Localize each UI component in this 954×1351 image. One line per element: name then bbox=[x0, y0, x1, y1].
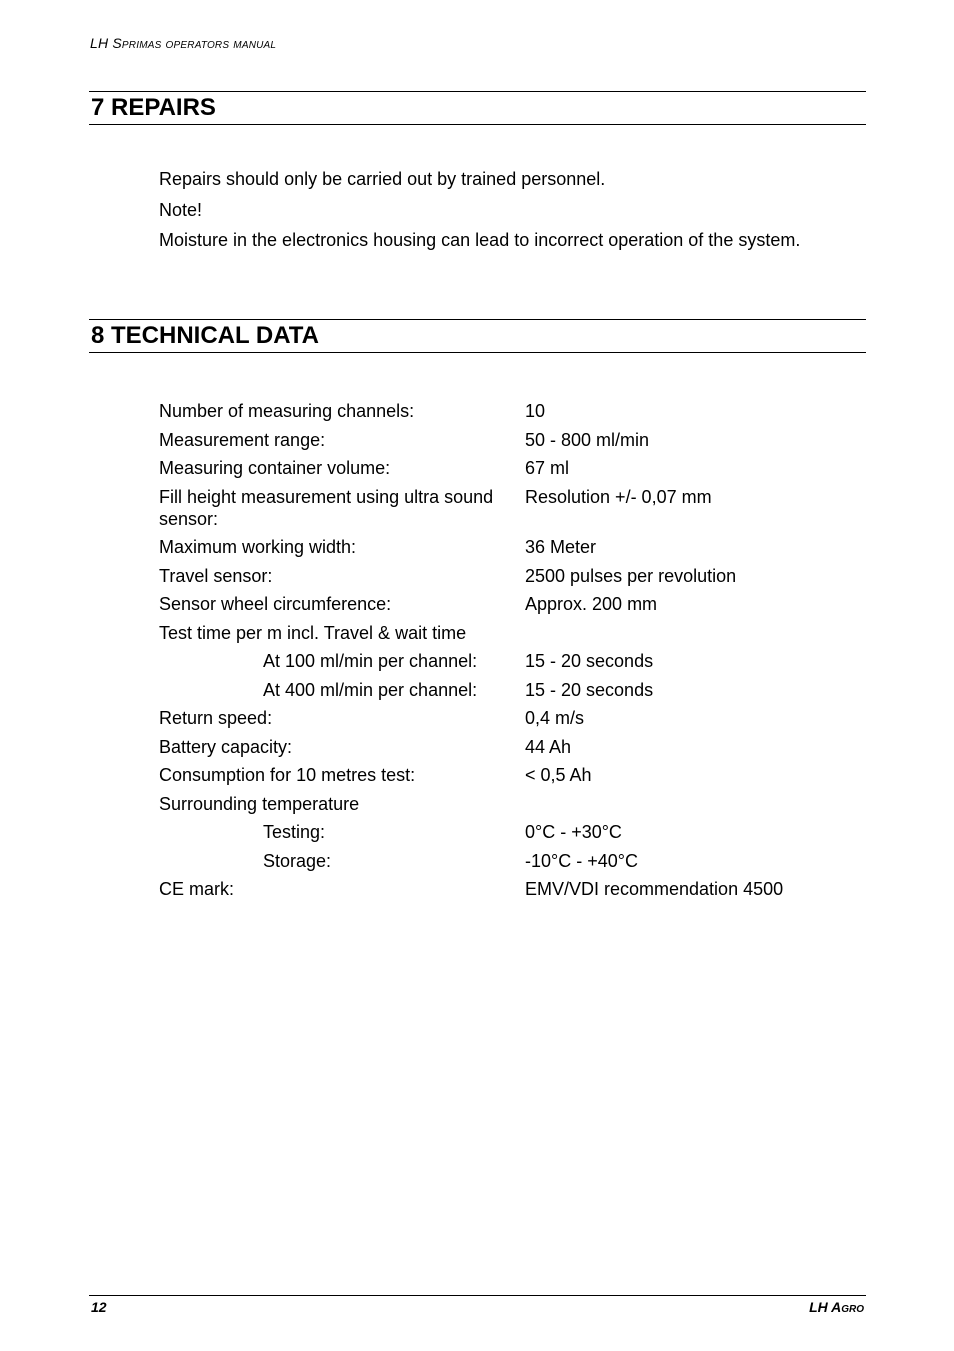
tech-data-value: Approx. 200 mm bbox=[525, 594, 658, 614]
repairs-paragraph-2: Moisture in the electronics housing can lead to incorrect operation of the system. bbox=[159, 230, 801, 250]
tech-data-value: Resolution +/- 0,07 mm bbox=[525, 486, 712, 507]
tech-data-row bbox=[159, 764, 859, 786]
tech-data-row bbox=[159, 622, 859, 644]
tech-data-label: Travel sensor: bbox=[159, 565, 273, 586]
tech-data-row bbox=[159, 486, 859, 530]
tech-data-label: Sensor wheel circumference: bbox=[159, 594, 392, 614]
tech-data-row bbox=[159, 536, 859, 558]
tech-data-row bbox=[159, 679, 859, 701]
tech-data-label: Consumption for 10 metres test: bbox=[159, 765, 416, 785]
repairs-note-label: Note! bbox=[159, 200, 203, 220]
tech-data-row bbox=[159, 736, 859, 758]
section-technical-data-heading bbox=[89, 319, 866, 353]
section-repairs-heading bbox=[89, 91, 866, 125]
tech-data-label: Test time per m incl. Travel & wait time bbox=[159, 622, 467, 643]
tech-data-value: 2500 pulses per revolution bbox=[525, 565, 737, 586]
tech-data-row bbox=[159, 457, 859, 479]
tech-data-label: Measurement range: bbox=[159, 429, 326, 450]
tech-data-label: Return speed: bbox=[159, 708, 273, 728]
tech-data-row bbox=[159, 650, 859, 672]
tech-data-row bbox=[159, 707, 859, 729]
tech-data-label: At 100 ml/min per channel: bbox=[263, 651, 478, 671]
tech-data-value: 15 - 20 seconds bbox=[525, 679, 654, 700]
tech-data-value: 15 - 20 seconds bbox=[525, 651, 654, 671]
tech-data-value: 50 - 800 ml/min bbox=[525, 429, 650, 450]
tech-data-label: Surrounding temperature bbox=[159, 793, 360, 814]
tech-data-value: -10°C - +40°C bbox=[525, 850, 638, 871]
tech-data-label: At 400 ml/min per channel: bbox=[263, 679, 478, 700]
tech-data-value bbox=[525, 622, 859, 644]
tech-data-label: Testing: bbox=[263, 822, 326, 842]
tech-data-value: 44 Ah bbox=[525, 736, 572, 757]
section-title: 8 TECHNICAL DATA bbox=[91, 322, 319, 349]
tech-data-label: CE mark: bbox=[159, 879, 235, 899]
tech-data-label: Maximum working width: bbox=[159, 537, 357, 557]
tech-data-row bbox=[159, 793, 859, 815]
tech-data-row bbox=[159, 850, 859, 872]
tech-data-value: 0,4 m/s bbox=[525, 708, 585, 728]
tech-data-label: Number of measuring channels: bbox=[159, 401, 415, 421]
tech-data-label: Battery capacity: bbox=[159, 736, 293, 757]
tech-data-label: Measuring container volume: bbox=[159, 458, 391, 478]
tech-data-value: 36 Meter bbox=[525, 537, 597, 557]
tech-data-value: 0°C - +30°C bbox=[525, 822, 622, 842]
page-number: 12 bbox=[91, 1299, 107, 1315]
tech-data-row bbox=[159, 593, 859, 615]
tech-data-row bbox=[159, 400, 859, 422]
tech-data-value bbox=[525, 793, 859, 815]
tech-data-value: < 0,5 Ah bbox=[525, 765, 592, 785]
tech-data-row bbox=[159, 429, 859, 451]
running-header: LH Sprimas operators manual bbox=[90, 35, 277, 51]
repairs-paragraph-1: Repairs should only be carried out by trained personnel. bbox=[159, 169, 606, 189]
tech-data-row bbox=[159, 565, 859, 587]
tech-data-row bbox=[159, 878, 859, 900]
technical-data-table bbox=[159, 400, 859, 907]
tech-data-row bbox=[159, 821, 859, 843]
tech-data-label: Fill height measurement using ultra sound sensor: bbox=[159, 486, 494, 529]
tech-data-value: EMV/VDI recommendation 4500 bbox=[525, 879, 784, 899]
tech-data-label: Storage: bbox=[263, 850, 332, 871]
footer-brand: LH Agro bbox=[809, 1299, 864, 1315]
page-footer bbox=[89, 1295, 866, 1315]
section-title: 7 REPAIRS bbox=[91, 94, 216, 121]
tech-data-value: 10 bbox=[525, 401, 546, 421]
tech-data-value: 67 ml bbox=[525, 458, 570, 478]
